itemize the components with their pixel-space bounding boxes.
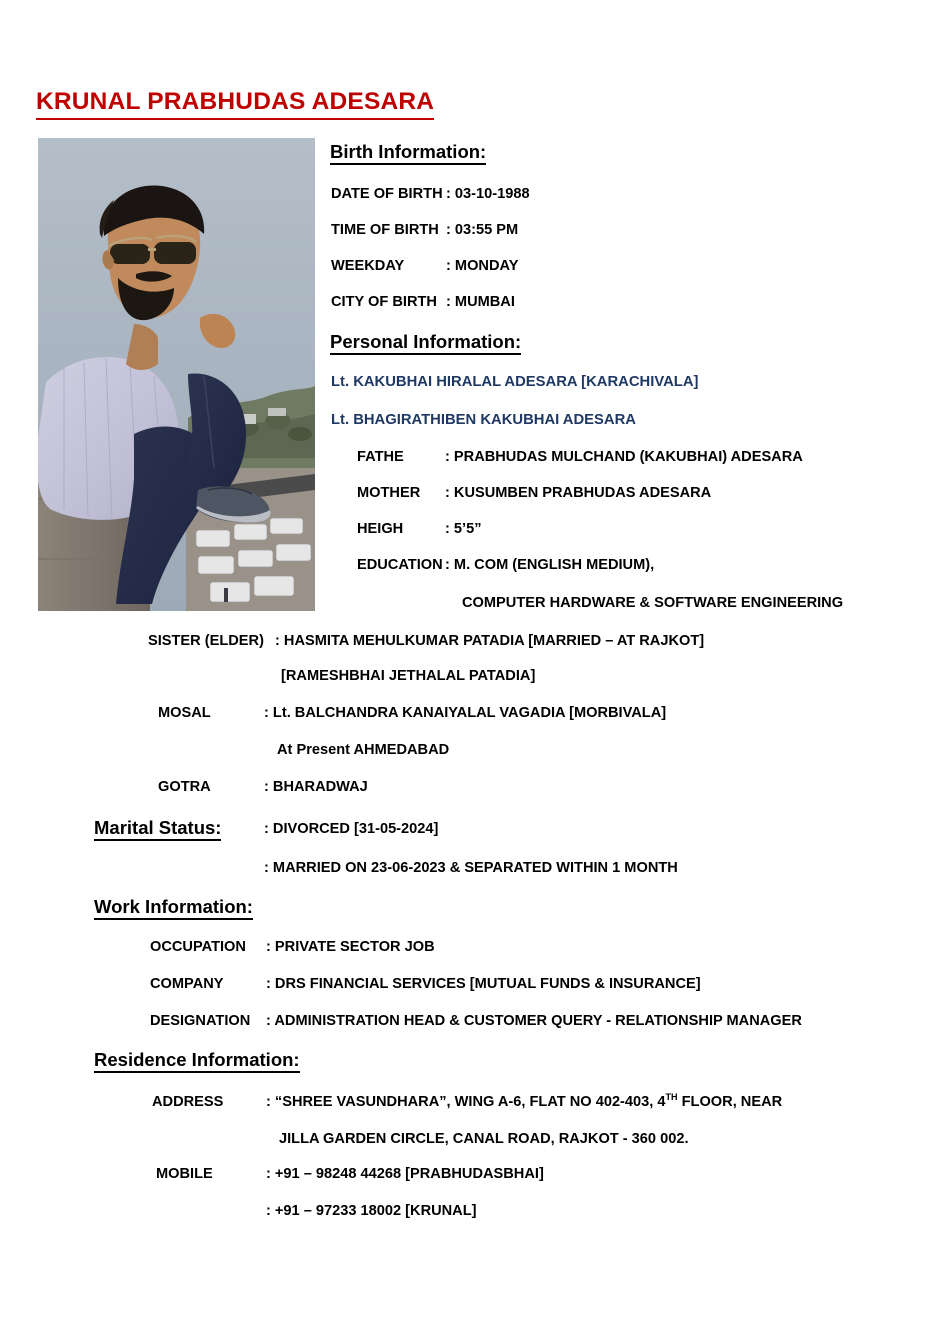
row-city-of-birth	[331, 294, 515, 310]
work-information-heading: Work Information:	[94, 897, 253, 920]
birth-information-heading: Birth Information:	[330, 142, 486, 165]
row-height	[357, 521, 482, 537]
late-father-name-line: Lt. KAKUBHAI HIRALAL ADESARA [KARACHIVALA]	[331, 374, 699, 390]
value-company: : DRS FINANCIAL SERVICES [MUTUAL FUNDS & INSURANCE]	[266, 976, 701, 992]
value-height: : 5’5”	[445, 521, 482, 537]
value-weekday: : MONDAY	[446, 258, 519, 274]
label-mother: MOTHER	[357, 485, 421, 501]
value-address-line-1	[266, 1094, 782, 1110]
marital-status-value-1: : DIVORCED [31-05-2024]	[264, 821, 439, 837]
address-ordinal-suffix: TH	[665, 1092, 678, 1103]
value-mobile-2: : +91 – 97233 18002 [KRUNAL]	[266, 1203, 477, 1219]
label-sister-elder: SISTER (ELDER)	[148, 633, 264, 649]
value-date-of-birth: : 03-10-1988	[446, 186, 530, 202]
label-mosal: MOSAL	[158, 705, 211, 721]
row-date-of-birth	[331, 186, 530, 202]
value-mother: : KUSUMBEN PRABHUDAS ADESARA	[445, 485, 712, 501]
mosal-present-location-line: At Present AHMEDABAD	[277, 742, 450, 758]
portrait-photo	[38, 138, 315, 611]
page-title: KRUNAL PRABHUDAS ADESARA	[36, 88, 434, 120]
label-occupation: OCCUPATION	[150, 939, 246, 955]
label-address: ADDRESS	[152, 1094, 224, 1110]
label-designation: DESIGNATION	[150, 1013, 251, 1029]
value-mobile-1: : +91 – 98248 44268 [PRABHUDASBHAI]	[266, 1166, 544, 1182]
value-address-line-2: JILLA GARDEN CIRCLE, CANAL ROAD, RAJKOT - 360 002.	[279, 1131, 689, 1147]
value-time-of-birth: : 03:55 PM	[446, 222, 519, 238]
marital-status-value-2: : MARRIED ON 23-06-2023 & SEPARATED WITHIN 1 MONTH	[264, 860, 678, 876]
row-weekday	[331, 258, 518, 274]
portrait-photo-graphic	[38, 138, 315, 611]
personal-information-heading: Personal Information:	[330, 332, 521, 355]
label-height: HEIGH	[357, 521, 404, 537]
label-company: COMPANY	[150, 976, 224, 992]
address-text-post: FLOOR, NEAR	[677, 1094, 783, 1110]
label-father: FATHE	[357, 449, 404, 465]
late-mother-name-line: Lt. BHAGIRATHIBEN KAKUBHAI ADESARA	[331, 412, 636, 428]
row-father	[357, 449, 803, 465]
marital-status-heading: Marital Status:	[94, 818, 221, 841]
value-sister-elder: : HASMITA MEHULKUMAR PATADIA [MARRIED – AT RAJKOT]	[275, 633, 705, 649]
label-weekday: WEEKDAY	[331, 258, 405, 274]
value-city-of-birth: : MUMBAI	[446, 294, 515, 310]
value-gotra: : BHARADWAJ	[264, 779, 368, 795]
label-mobile: MOBILE	[156, 1166, 213, 1182]
address-text-pre: : “SHREE VASUNDHARA”, WING A-6, FLAT NO 402-403, 4	[266, 1094, 666, 1110]
label-city-of-birth: CITY OF BIRTH	[331, 294, 437, 310]
label-education: EDUCATION	[357, 557, 443, 573]
value-mosal: : Lt. BALCHANDRA KANAIYALAL VAGADIA [MORBIVALA]	[264, 705, 667, 721]
value-education: : M. COM (ENGLISH MEDIUM),	[445, 557, 655, 573]
label-time-of-birth: TIME OF BIRTH	[331, 222, 439, 238]
label-date-of-birth: DATE OF BIRTH	[331, 186, 443, 202]
residence-information-heading: Residence Information:	[94, 1050, 300, 1073]
row-time-of-birth	[331, 222, 518, 238]
education-line-2: COMPUTER HARDWARE & SOFTWARE ENGINEERING	[462, 595, 844, 611]
sister-husband-name-line: [RAMESHBHAI JETHALAL PATADIA]	[281, 668, 536, 684]
value-designation: : ADMINISTRATION HEAD & CUSTOMER QUERY - RELATIONSHIP MANAGER	[266, 1013, 802, 1029]
value-father: : PRABHUDAS MULCHAND (KAKUBHAI) ADESARA	[445, 449, 803, 465]
row-mother	[357, 485, 711, 501]
row-education	[357, 557, 654, 573]
label-gotra: GOTRA	[158, 779, 211, 795]
value-occupation: : PRIVATE SECTOR JOB	[266, 939, 435, 955]
